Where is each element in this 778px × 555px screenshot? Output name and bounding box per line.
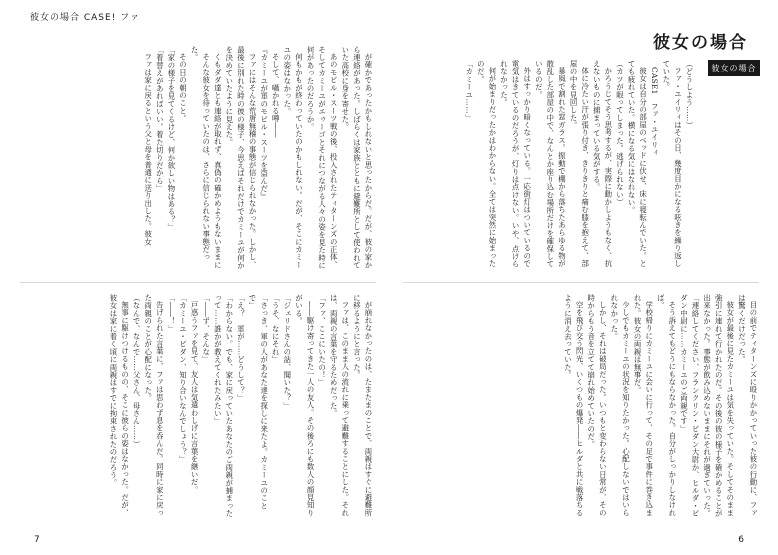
page-number-right: 6 [738, 535, 744, 545]
paragraph: 『カミーユが軍のモビル・スーツを盗んだ』 [259, 46, 269, 200]
right-bottom-text-block [403, 294, 759, 520]
paragraph: 「カミーユ……」 [464, 60, 474, 122]
paragraph: 「ジェリドさんの話、聞いた？」 [282, 294, 292, 410]
left-bottom-text-block [22, 294, 374, 520]
paragraph: ファにはそんな荒唐無稽の事態が信じられなかった。しかし、最後に別れた時の彼の様子、今思えばそれだけでカミーユが何かを決めていたように見えた。 [224, 46, 258, 270]
paragraph: 告げられた言葉に、ファは思わず息を呑んだ。同時に家に戻った両親のことが心配になった。 [143, 294, 165, 517]
column-divider-left [20, 282, 376, 283]
paragraph: 外はすっかり暗くなっている。一応街灯はついているので電気はきているのだろうが、灯りは点けない。いや、点けられなかった。 [499, 60, 532, 268]
paragraph: 「え？ 軍が……どうして？」 [236, 294, 246, 402]
paragraph: 学校帰りにカミーユに会いに行って、その足で事件に巻き込まれた。彼女の両親は無事だ。 [633, 294, 654, 517]
paragraph: くもダダ達とも連絡が取れず、真偽の確かめようもないままに [213, 53, 223, 269]
paragraph: 「うそ、なにそれ」 [271, 294, 281, 364]
paragraph: 彼女が最後に見たカミーユは気を失っていた。そしてそのまま強引に連れて行かれたのだ。その後の彼の様子を確かめることが出来なかった。事態が飲み込めないままにそれが過ぎていった。 [702, 294, 735, 518]
paragraph: あのモビル・スーツ戦の後、投入されたティターンズの正体、そしてカミーユがエゥーゴとそれにつながる人々の姿を見た時に何があったのだろうか。 [306, 46, 339, 270]
running-head: 彼女の場合 CASE! ファ [30, 13, 140, 23]
paragraph: 「家の様子を見てくるけど、何か欲しい物はある？」 [166, 46, 176, 231]
paragraph: 暴風で割れた窓ガラス。振動で棚から落ちたあらゆる物が散乱した部屋の中で、なんとか座り込む場所だけを確保しているのだ。 [534, 60, 567, 268]
paragraph: 空を飛び交う閃光、いくつもの爆発――ヒルダと共に戦落ちるように消え去っていた。 [563, 294, 585, 517]
paragraph: ――駆け寄ってきた一人の友人。その後ろにも数人の顔見知りがいる。 [294, 294, 316, 517]
paragraph: そう訴えてもどうにもならなかった。自分がしっかりしなければ。 [656, 294, 677, 517]
paragraph: （カツが眼ってしまった。逃げられない） [615, 60, 625, 207]
paragraph: 「カミーユ・ビダン、知り合いなんでしょう？」 [178, 294, 188, 464]
paragraph: その日の朝のこと。 [178, 53, 188, 123]
paragraph: ファは家に戻るという父と母を普通に送り出した。彼女 [143, 53, 153, 246]
paragraph: しかし、それは破局だった。いつもと変わらない日常が、その時からもう音を立てて崩れ始めていたのだ。 [586, 294, 608, 517]
column-divider-right [403, 282, 759, 283]
paragraph: かろうじてそう思考するが、実際に動かしようもなく、抗えないものに捕まっている気がする。 [592, 60, 613, 268]
paragraph: 「――ず、そんな」 [201, 294, 211, 364]
left-top-text-block [22, 46, 374, 272]
page-title: 彼女の場合 [653, 33, 748, 53]
paragraph: 何もかもが終わっていたのかもしれない。だが、そこにカミーユの姿はなかった。 [282, 46, 304, 269]
paragraph: が確かであったかもしれないと思ったからだ。だが、彼の家から連絡があった。しばらくは家族とともに避難所として使われていた高校に身を寄せた。 [340, 46, 373, 270]
paragraph: 「さっき、軍の人があなた達を探しに来たよ。カミーユのことで」 [248, 294, 269, 510]
paragraph: ファは、このまま人の流れに乗って避難することにした。それは、両親の言葉を守るためだった。 [329, 294, 350, 517]
paragraph: 「着替えがあればいい。着た切りだから」 [155, 46, 165, 193]
paragraph: 体に冷たい汗が張り付き、きりきりと痛む膝を抱えて、部屋の中を見回した。 [569, 60, 590, 268]
paragraph: 彼女は自分の部屋のベッドに伏せ、床に寝転んでいた。とても疲れていた。横になる気にはなれない。 [627, 60, 648, 268]
paragraph: 何が始まりだったかはわからない。全ては突然に始まったのだ。 [476, 60, 497, 268]
page-number-left: 7 [34, 535, 40, 545]
paragraph: ファ・ユイリィはその日、幾度目かになる呟きを繰り返していた。 [661, 60, 683, 268]
paragraph: 戸惑うファを見て、友人は気遣わしげに言葉を継いだ。 [190, 301, 200, 494]
paragraph: 「連絡してください、フランクリン・ビダン大尉か、ヒルダ・ビダン中尉に……カミーユのご両親です」 [679, 294, 701, 518]
paragraph: 目の前でティターンズに殴りかかっていった彼の行動に、ファは驚くだけだった。 [737, 294, 758, 517]
paragraph: そして、囁かれる噂―― [271, 53, 281, 139]
paragraph: 無事に駆けつけるものの、そこに彼らの姿はなかった。だが、彼女は家に着く頃に両親はすでに拘束されたのだろう。 [108, 294, 130, 517]
paragraph: 「わからない。でも、家に戻っていたあなたのご両親が捕まったって……誰かが教えてくれたみたい」 [213, 294, 234, 518]
paragraph: CASE1 ファ・ユイリィ [650, 67, 660, 157]
paragraph: （なんで、なんで……父さん、母さん……） [132, 294, 142, 448]
paragraph: （どうしよう……） [685, 60, 694, 130]
paragraph: 少しでもカミーユの状況を知りたかった。心配しないではいられなかった。 [609, 294, 631, 517]
section-badge: 彼女の場合 [708, 60, 760, 76]
right-page [389, 0, 778, 555]
paragraph: 「――！」 [166, 294, 176, 333]
paragraph: そんな彼女を待っていたのは、さらに信じられない事態だった。 [190, 46, 211, 262]
right-top-text-block [407, 60, 695, 272]
paragraph: 「ファ、ここにいたの！」 [317, 294, 327, 387]
paragraph: が崩れなかったのは、たまたまのことで、両親はすぐに避難所に移るようにと言った。 [352, 294, 373, 517]
